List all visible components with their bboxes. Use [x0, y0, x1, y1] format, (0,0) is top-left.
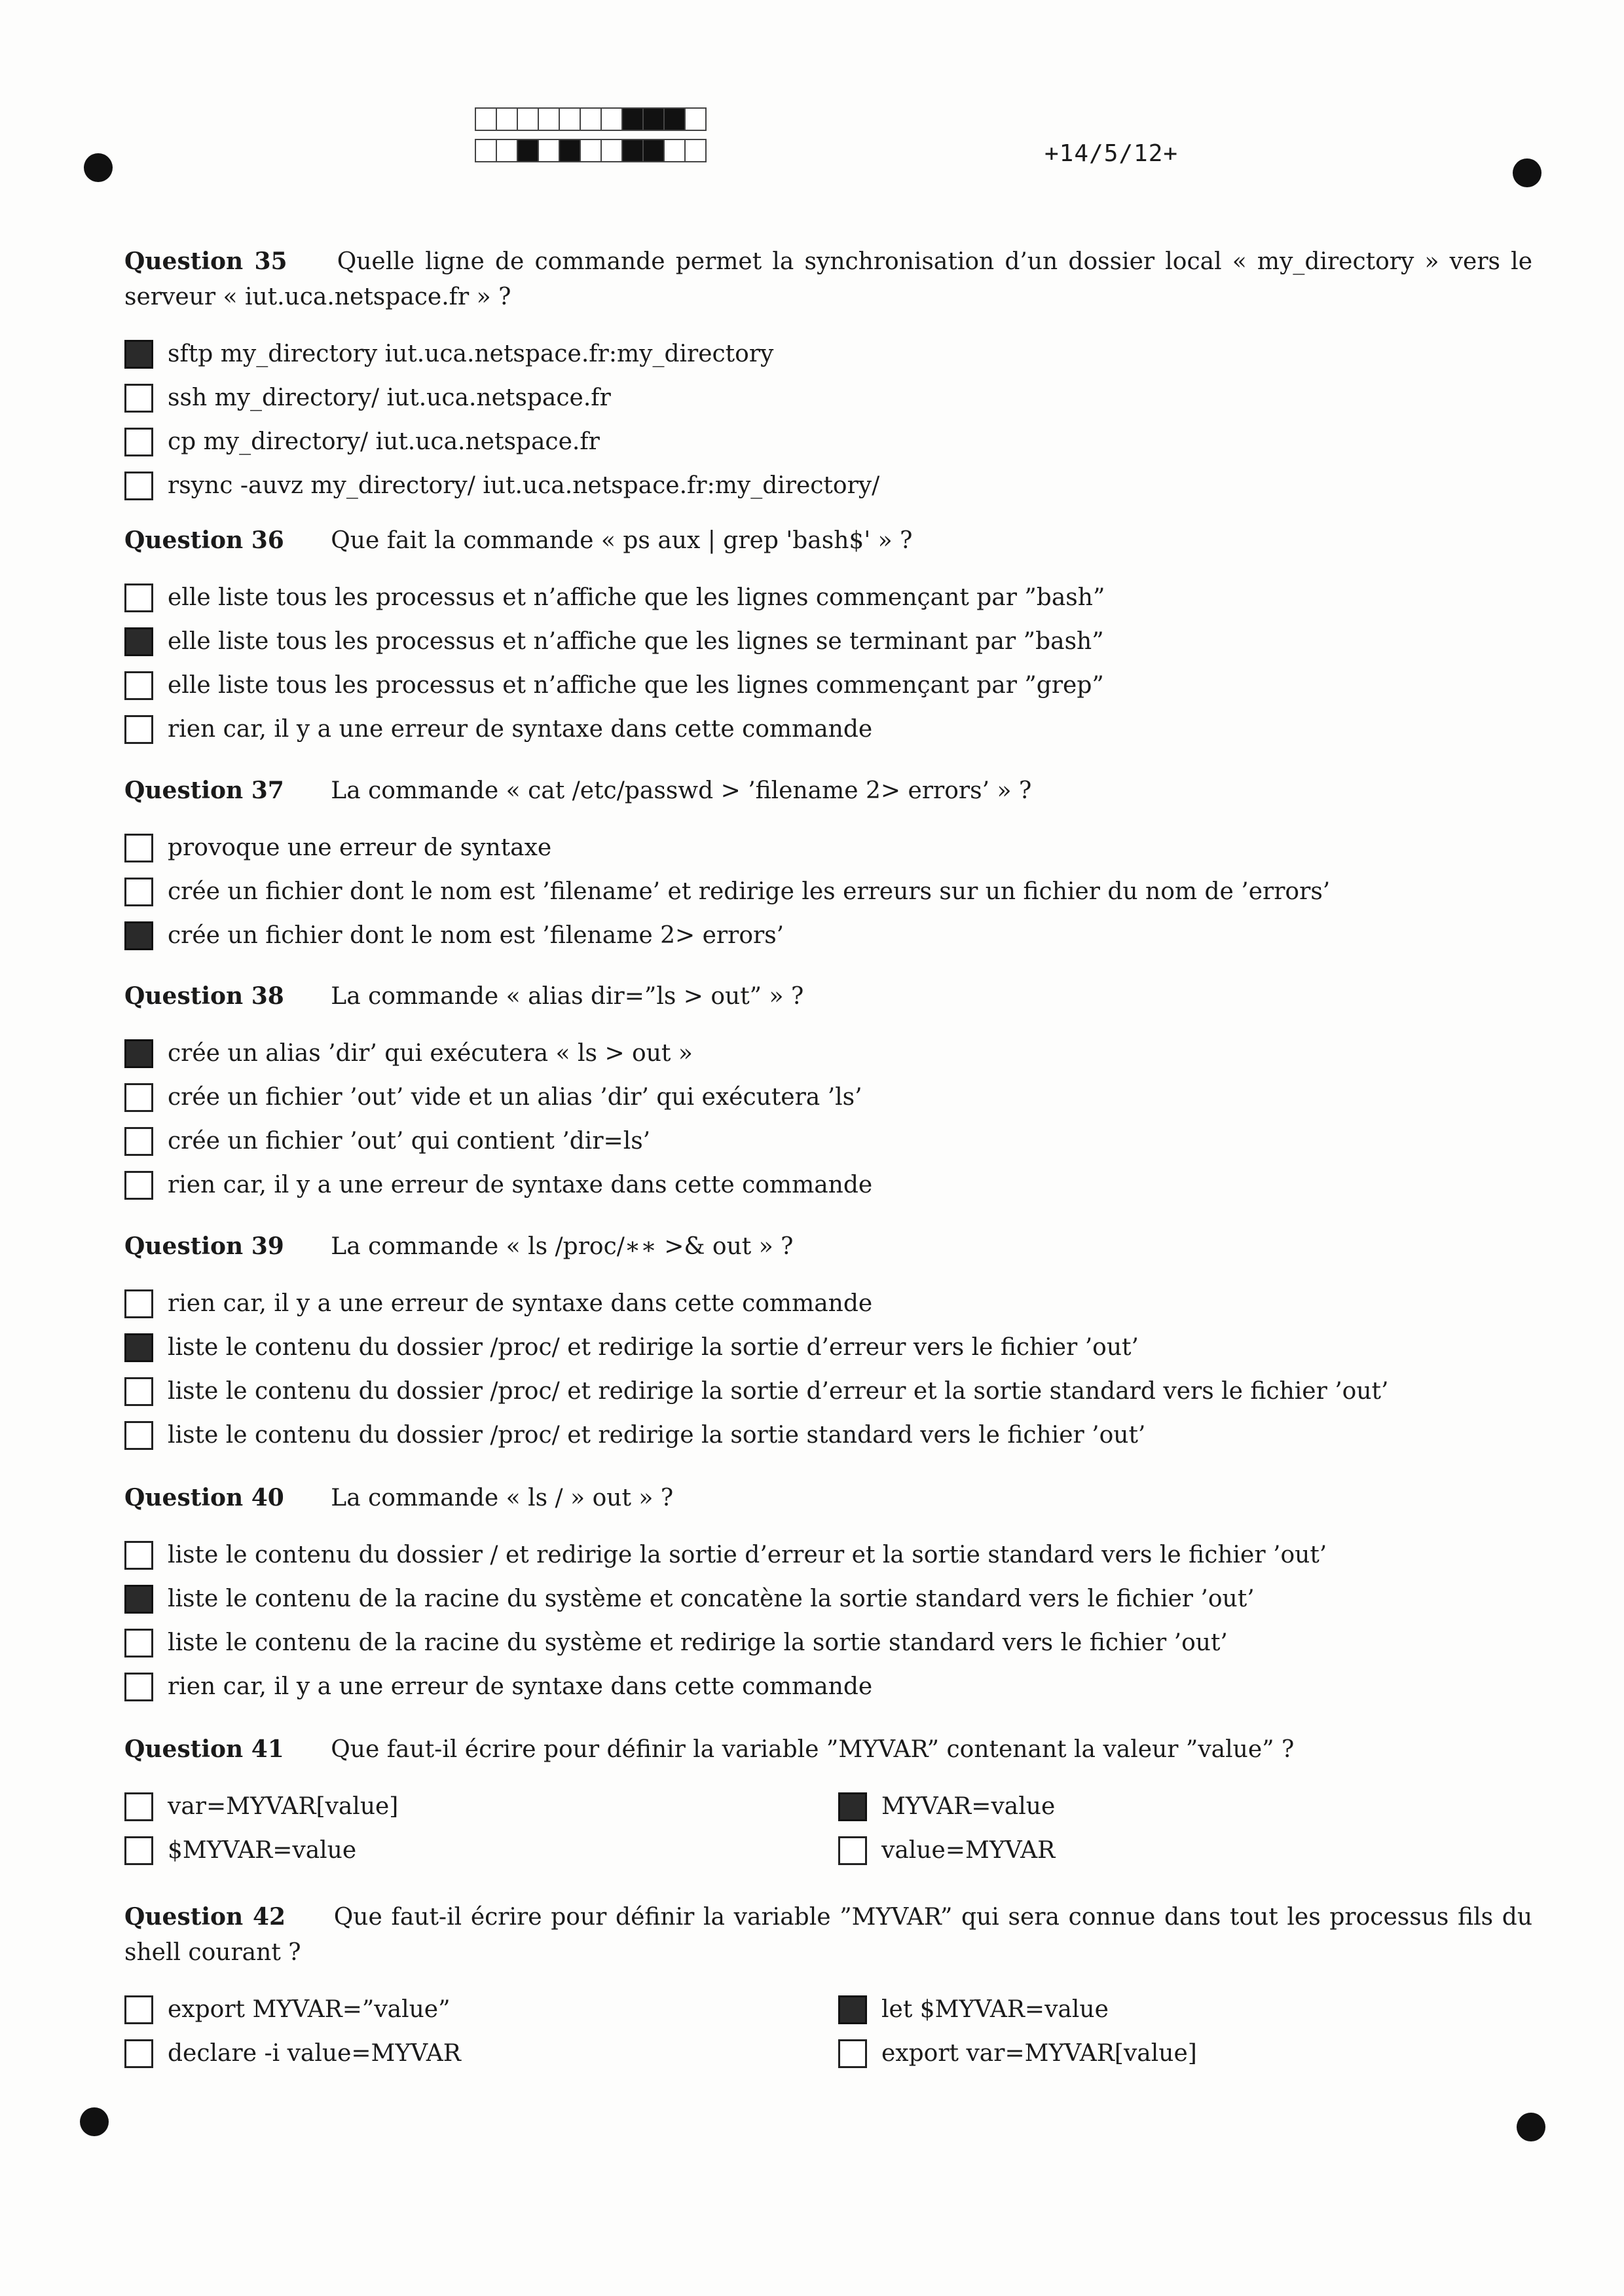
code-grid-cell: [642, 107, 665, 131]
answer-option[interactable]: [124, 1577, 1532, 1621]
answer-label: elle liste tous les processus et n’affiche que les lignes commençant par ”grep”: [168, 672, 1104, 699]
answer-label: elle liste tous les processus et n’affiche que les lignes commençant par ”bash”: [168, 584, 1105, 611]
answer-option[interactable]: [124, 1665, 1532, 1709]
registration-mark-top-right: [1513, 158, 1541, 187]
page-code-grid-row-2: [475, 139, 705, 162]
answer-option[interactable]: [124, 663, 1532, 707]
answer-checkbox[interactable]: [838, 2039, 867, 2068]
code-grid-cell: [475, 107, 497, 131]
answer-option[interactable]: [838, 1828, 1493, 1872]
question-number: Question 38: [124, 982, 284, 1010]
question-text: La commande « cat /etc/passwd > ’filename 2> errors’ » ?: [331, 777, 1032, 804]
code-grid-cell: [621, 139, 644, 162]
question-number: Question 35: [124, 248, 287, 275]
question-text: Que faut-il écrire pour définir la variable ”MYVAR” qui sera connue dans tout les processus fils du shell courant ?: [124, 1904, 1532, 1966]
registration-mark-bottom-right: [1517, 2113, 1545, 2141]
answer-option[interactable]: [838, 1988, 1493, 2031]
registration-mark-bottom-left: [80, 2107, 109, 2136]
answer-option[interactable]: [124, 1621, 1532, 1665]
code-grid-cell: [517, 107, 539, 131]
question-header: [124, 978, 1532, 1014]
code-grid-cell: [538, 139, 560, 162]
answer-option[interactable]: [124, 2031, 838, 2075]
question-header: [124, 1480, 1532, 1516]
answer-option[interactable]: [124, 1988, 838, 2031]
page-code: +14/5/12+: [1044, 140, 1179, 167]
answer-option[interactable]: [838, 1785, 1493, 1828]
answer-label: crée un fichier ’out’ qui contient ’dir=ls’: [168, 1128, 651, 1155]
code-grid-cell: [517, 139, 539, 162]
answer-label: cp my_directory/ iut.uca.netspace.fr: [168, 428, 600, 455]
question-header: [124, 1731, 1532, 1768]
answer-checkbox[interactable]: [124, 472, 153, 500]
answer-label: rsync -auvz my_directory/ iut.uca.netspace.fr:my_directory/: [168, 472, 880, 499]
question-number: Question 36: [124, 527, 284, 554]
answer-checkbox[interactable]: [124, 1629, 153, 1657]
answer-label: crée un fichier dont le nom est ’filename 2> errors’: [168, 922, 784, 949]
answer-option[interactable]: [124, 826, 1532, 870]
question-number: Question 37: [124, 777, 284, 804]
answer-label: elle liste tous les processus et n’affiche que les lignes se terminant par ”bash”: [168, 628, 1104, 655]
answer-label: let $MYVAR=value: [881, 1996, 1109, 2023]
answer-label: liste le contenu du dossier / et redirige la sortie d’erreur et la sortie standard vers le fichier ’out’: [168, 1542, 1327, 1568]
answer-option[interactable]: [124, 1828, 838, 1872]
answer-checkbox[interactable]: [124, 1995, 153, 2024]
answer-label: export MYVAR=”value”: [168, 1996, 451, 2023]
answer-label: crée un alias ’dir’ qui exécutera « ls > out »: [168, 1040, 693, 1067]
answer-option[interactable]: [124, 376, 1532, 420]
answer-checkbox[interactable]: [124, 715, 153, 744]
code-grid-cell: [559, 139, 581, 162]
answer-label: provoque une erreur de syntaxe: [168, 834, 552, 861]
answer-checkbox[interactable]: [124, 384, 153, 413]
question-number: Question 41: [124, 1735, 284, 1763]
answer-option[interactable]: [124, 1282, 1532, 1325]
question-number: Question 42: [124, 1903, 286, 1931]
question-header: [124, 523, 1532, 559]
answer-option[interactable]: [124, 1785, 838, 1828]
answer-option[interactable]: [124, 576, 1532, 620]
answer-option[interactable]: [124, 1119, 1532, 1163]
question-number: Question 39: [124, 1232, 284, 1260]
code-grid-cell: [663, 139, 686, 162]
code-grid-cell: [580, 139, 602, 162]
answer-checkbox[interactable]: [124, 834, 153, 862]
answer-label: $MYVAR=value: [168, 1837, 357, 1864]
answer-label: var=MYVAR[value]: [168, 1793, 399, 1820]
answer-option[interactable]: [124, 914, 1532, 957]
answer-label: liste le contenu de la racine du système et concatène la sortie standard vers le fichier ’out’: [168, 1585, 1255, 1612]
answer-checkbox[interactable]: [124, 1333, 153, 1362]
question-header: [124, 773, 1532, 809]
answer-checkbox[interactable]: [124, 1127, 153, 1156]
answer-label: ssh my_directory/ iut.uca.netspace.fr: [168, 384, 611, 411]
answer-checkbox[interactable]: [124, 1792, 153, 1821]
registration-mark-top-left: [84, 153, 113, 182]
answer-label: export var=MYVAR[value]: [881, 2040, 1197, 2067]
answer-option[interactable]: [124, 707, 1532, 751]
answer-option[interactable]: [124, 1163, 1532, 1207]
answer-option[interactable]: [124, 870, 1532, 914]
answer-label: declare -i value=MYVAR: [168, 2040, 461, 2067]
answer-checkbox[interactable]: [124, 1421, 153, 1450]
question-text: La commande « ls /proc/∗∗ >& out » ?: [331, 1233, 794, 1260]
answer-checkbox[interactable]: [124, 428, 153, 456]
answer-checkbox[interactable]: [124, 671, 153, 700]
answer-option[interactable]: [838, 2031, 1493, 2075]
answer-checkbox[interactable]: [124, 1836, 153, 1865]
answer-option[interactable]: [124, 620, 1532, 663]
answer-checkbox[interactable]: [124, 1289, 153, 1318]
answer-checkbox[interactable]: [124, 583, 153, 612]
question-text: La commande « alias dir=”ls > out” » ?: [331, 983, 804, 1010]
code-grid-cell: [559, 107, 581, 131]
answer-label: liste le contenu du dossier /proc/ et redirige la sortie standard vers le fichier ’out’: [168, 1422, 1146, 1449]
answer-label: rien car, il y a une erreur de syntaxe dans cette commande: [168, 1673, 873, 1700]
code-grid-cell: [580, 107, 602, 131]
answer-checkbox[interactable]: [124, 878, 153, 906]
question-header: [124, 244, 1532, 315]
answer-option[interactable]: [124, 464, 1532, 508]
answer-checkbox[interactable]: [124, 1083, 153, 1112]
code-grid-cell: [538, 107, 560, 131]
answer-option[interactable]: [124, 1533, 1532, 1577]
answer-option[interactable]: [124, 420, 1532, 464]
answer-option[interactable]: [124, 1325, 1532, 1369]
answer-label: sftp my_directory iut.uca.netspace.fr:my_directory: [168, 341, 774, 367]
code-grid-cell: [496, 107, 518, 131]
code-grid-cell: [684, 139, 707, 162]
code-grid-cell: [642, 139, 665, 162]
answer-label: liste le contenu du dossier /proc/ et redirige la sortie d’erreur et la sortie standard vers le fichier ’out’: [168, 1378, 1389, 1405]
answer-checkbox[interactable]: [124, 1541, 153, 1570]
page-code-grid-row-1: [475, 107, 705, 131]
answer-checkbox[interactable]: [838, 1836, 867, 1865]
answer-label: liste le contenu du dossier /proc/ et redirige la sortie d’erreur vers le fichier ’out’: [168, 1334, 1139, 1361]
answer-label: rien car, il y a une erreur de syntaxe dans cette commande: [168, 1290, 873, 1317]
answer-label: liste le contenu de la racine du système et redirige la sortie standard vers le fichier ’out’: [168, 1629, 1228, 1656]
question-number: Question 40: [124, 1484, 284, 1511]
answer-checkbox[interactable]: [124, 340, 153, 369]
code-grid-cell: [600, 139, 623, 162]
question-38: [124, 978, 1532, 1207]
answer-checkbox[interactable]: [124, 1585, 153, 1614]
answer-checkbox[interactable]: [124, 1039, 153, 1068]
answer-checkbox[interactable]: [124, 1673, 153, 1701]
code-grid-cell: [475, 139, 497, 162]
answer-option[interactable]: [124, 1031, 1532, 1075]
question-37: [124, 773, 1532, 957]
answer-checkbox[interactable]: [124, 921, 153, 950]
answer-checkbox[interactable]: [124, 1377, 153, 1406]
question-text: Que fait la commande « ps aux | grep 'bash$' » ?: [331, 527, 913, 554]
question-42: [124, 1899, 1532, 2075]
question-text: La commande « ls / » out » ?: [331, 1485, 674, 1511]
answer-label: rien car, il y a une erreur de syntaxe dans cette commande: [168, 716, 873, 743]
answer-label: value=MYVAR: [881, 1837, 1056, 1864]
answer-checkbox[interactable]: [124, 1171, 153, 1200]
answer-option[interactable]: [124, 1075, 1532, 1119]
question-35: [124, 244, 1532, 508]
code-grid-cell: [621, 107, 644, 131]
question-41: [124, 1731, 1532, 1872]
answer-label: MYVAR=value: [881, 1793, 1056, 1820]
answer-label: crée un fichier dont le nom est ’filename’ et redirige les erreurs sur un fichier du nom de ’errors’: [168, 878, 1331, 905]
question-header: [124, 1899, 1532, 1971]
answer-checkbox[interactable]: [838, 1792, 867, 1821]
code-grid-cell: [663, 107, 686, 131]
answer-label: rien car, il y a une erreur de syntaxe dans cette commande: [168, 1172, 873, 1198]
question-39: [124, 1229, 1532, 1457]
answer-label: crée un fichier ’out’ vide et un alias ’dir’ qui exécutera ’ls’: [168, 1084, 862, 1111]
question-40: [124, 1480, 1532, 1709]
question-header: [124, 1229, 1532, 1265]
code-grid-cell: [684, 107, 707, 131]
answer-option[interactable]: [124, 1369, 1532, 1413]
code-grid-cell: [496, 139, 518, 162]
question-text: Quelle ligne de commande permet la synchronisation d’un dossier local « my_directory » vers le serveur « iut.uca.netspace.fr » ?: [124, 248, 1532, 310]
code-grid-cell: [600, 107, 623, 131]
answer-checkbox[interactable]: [838, 1995, 867, 2024]
question-text: Que faut-il écrire pour définir la variable ”MYVAR” contenant la valeur ”value” ?: [331, 1736, 1295, 1763]
answer-option[interactable]: [124, 332, 1532, 376]
answer-option[interactable]: [124, 1413, 1532, 1457]
question-36: [124, 523, 1532, 751]
answer-checkbox[interactable]: [124, 2039, 153, 2068]
answer-checkbox[interactable]: [124, 627, 153, 656]
